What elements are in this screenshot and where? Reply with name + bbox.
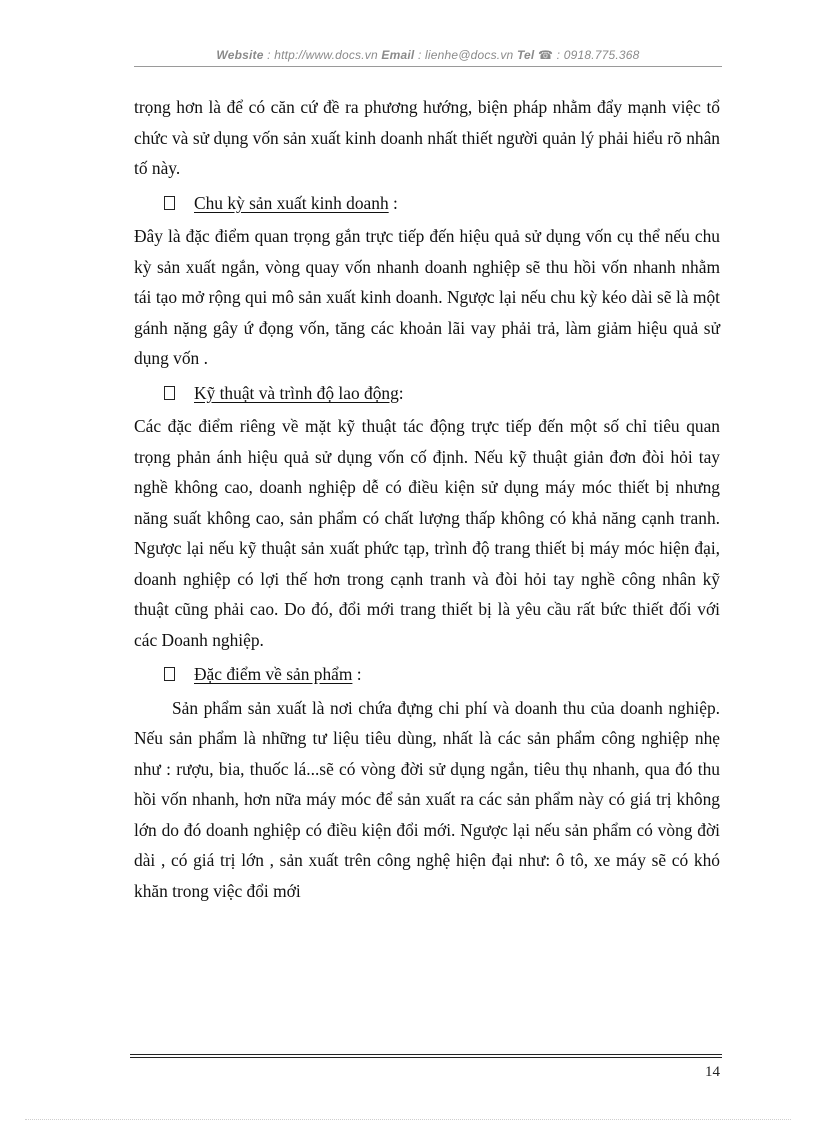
phone-icon: ☎ — [537, 48, 554, 62]
tel-number: : 0918.775.368 — [553, 48, 640, 62]
page-edge-dots — [25, 1119, 791, 1120]
footer-divider-bottom — [130, 1057, 722, 1058]
paragraph-product-features: Sản phẩm sản xuất là nơi chứa đựng chi phí và doanh thu của doanh nghiệp. Nếu sản phẩm là những tư liệu tiêu dùng, nhất là các sản phẩm công nghiệp nhẹ như : rượu, bia, thuốc lá...sẽ có vòng đời sử dụng ngắn, tiêu thụ nhanh, qua đó thu hồi vốn nhanh, hơn nữa máy móc để sản xuất ra các sản phẩm này có giá trị không lớn do đó doanh nghiệp có điều kiện đổi mới. Ngược lại nếu sản phẩm có vòng đời dài , có giá trị lớn , sản xuất trên công nghệ hiện đại như: ô tô, xe máy sẽ có khó khăn trong việc đổi mới — [134, 697, 720, 901]
bullet-title: Kỹ thuật và trình độ lao động — [194, 382, 399, 403]
tel-label: Tel — [516, 48, 535, 62]
bullet-production-cycle: Chu kỳ sản xuất kinh doanh : — [134, 188, 720, 219]
bullet-box-icon — [164, 386, 175, 400]
website-url[interactable]: : http://www.docs.vn — [263, 48, 382, 62]
bullet-box-icon — [164, 196, 175, 210]
bullet-title: Đặc điểm về sản phẩm — [194, 664, 353, 684]
document-body — [134, 92, 720, 906]
paragraph-intro: trọng hơn là để có căn cứ đề ra phương hướng, biện pháp nhằm đẩy mạnh việc tổ chức và sử dụng vốn sản xuất kinh doanh nhất thiết người quản lý phải hiểu rõ nhân tố này. — [134, 97, 720, 178]
page-number: 14 — [705, 1064, 720, 1080]
email-address[interactable]: : lienhe@docs.vn — [414, 48, 517, 62]
page-header — [134, 48, 722, 62]
bullet-box-icon — [164, 667, 175, 681]
paragraph-production-cycle: Đây là đặc điểm quan trọng gắn trực tiếp đến hiệu quả sử dụng vốn cụ thể nếu chu kỳ sản xuất ngắn, vòng quay vốn nhanh doanh nghiệp sẽ thu hồi vốn nhanh nhằm tái tạo mở rộng qui mô sản xuất kinh doanh. Ngược lại nếu chu kỳ kéo dài sẽ là một gánh nặng gây ứ đọng vốn, tăng các khoản lãi vay phải trả, làm giảm hiệu quả sử dụng vốn . — [134, 226, 720, 368]
website-label: Website — [216, 48, 264, 62]
paragraph-technology-labor: Các đặc điểm riêng về mặt kỹ thuật tác động trực tiếp đến một số chỉ tiêu quan trọng phản ánh hiệu quả sử dụng vốn cố định. Nếu kỹ thuật giản đơn đòi hỏi tay nghề không cao, doanh nghiệp dễ có điều kiện sử dụng máy móc thiết bị nhưng năng suất không cao, sản phẩm có chất lượng thấp không có khả năng cạnh tranh. Ngược lại nếu kỹ thuật sản xuất phức tạp, trình độ trang thiết bị máy móc hiện đại, doanh nghiệp có lợi thế hơn trong cạnh tranh và đòi hỏi tay nghề công nhân kỹ thuật cũng phải cao. Do đó, đổi mới trang thiết bị là yêu cầu rất bức thiết đối với các Doanh nghiệp. — [134, 416, 720, 650]
email-label: Email — [381, 48, 415, 62]
bullet-product-features: Đặc điểm về sản phẩm : — [134, 659, 720, 690]
header-divider — [134, 66, 722, 67]
bullet-technology-labor: Kỹ thuật và trình độ lao động: — [134, 378, 720, 409]
footer-divider-top — [130, 1054, 722, 1055]
bullet-title: Chu kỳ sản xuất kinh doanh — [194, 192, 389, 213]
